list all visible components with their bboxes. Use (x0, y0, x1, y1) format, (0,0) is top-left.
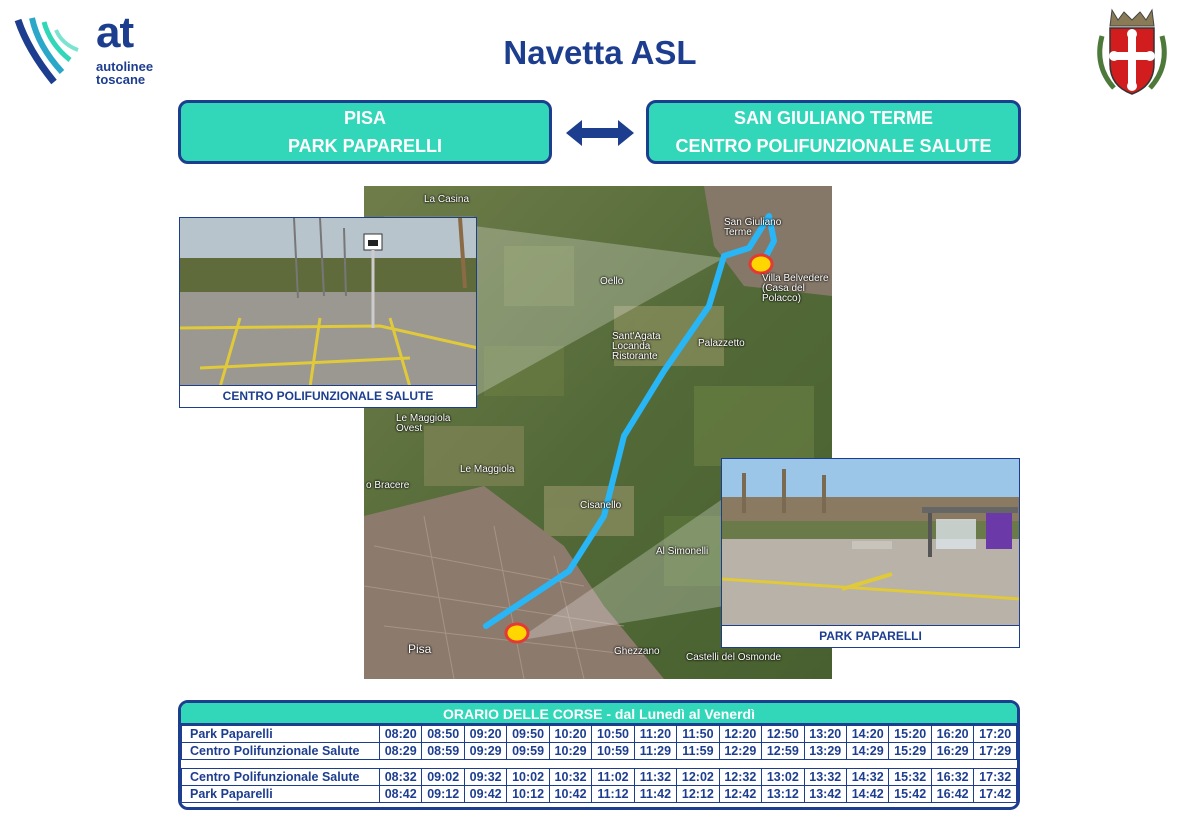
table-separator (182, 760, 1017, 769)
page-title: Navetta ASL (503, 34, 697, 71)
departure-time: 11:20 (634, 726, 676, 743)
departure-time: 11:32 (634, 769, 676, 786)
departure-time: 12:12 (677, 786, 719, 803)
double-arrow-icon (566, 118, 634, 148)
map-label: Cisanello (580, 500, 622, 511)
departure-time: 09:12 (422, 786, 464, 803)
origin-stop: PARK PAPARELLI (287, 136, 442, 156)
departure-time: 10:02 (507, 769, 549, 786)
departure-time: 11:59 (677, 743, 719, 760)
departure-time: 08:20 (380, 726, 422, 743)
departure-time: 10:29 (549, 743, 591, 760)
table-row (182, 786, 1017, 803)
departure-time: 17:42 (974, 786, 1017, 803)
map-label: Ghezzano (614, 646, 660, 657)
photo-caption-centro: CENTRO POLIFUNZIONALE SALUTE (180, 385, 476, 407)
stop-name: Centro Polifunzionale Salute (182, 769, 380, 786)
departure-time: 08:29 (380, 743, 422, 760)
timetable (178, 700, 1020, 810)
departure-time: 08:50 (422, 726, 464, 743)
departure-time: 14:29 (846, 743, 888, 760)
departure-time: 15:20 (889, 726, 931, 743)
departure-time: 17:32 (974, 769, 1017, 786)
destination-box (646, 100, 1021, 164)
stop-name: Park Paparelli (182, 726, 380, 743)
departure-time: 10:59 (592, 743, 634, 760)
map-label: Le Maggiola Ovest (396, 413, 451, 434)
bus-stop-photo-icon (722, 459, 1020, 627)
departure-time: 13:32 (804, 769, 846, 786)
destination-stop: CENTRO POLIFUNZIONALE SALUTE (675, 136, 992, 156)
departure-time: 11:29 (634, 743, 676, 760)
departure-time: 12:59 (762, 743, 804, 760)
map-label: Oello (600, 276, 624, 287)
brand-line2: toscane (96, 72, 146, 87)
departure-time: 09:42 (464, 786, 506, 803)
departure-time: 11:50 (677, 726, 719, 743)
departure-time: 11:12 (592, 786, 634, 803)
photo-caption-paparelli: PARK PAPARELLI (722, 625, 1019, 647)
departure-time: 08:32 (380, 769, 422, 786)
departure-time: 09:32 (464, 769, 506, 786)
brand-line1: autolinee (96, 59, 154, 74)
departure-time: 10:42 (549, 786, 591, 803)
departure-time: 10:32 (549, 769, 591, 786)
departure-time: 15:42 (889, 786, 931, 803)
departure-time: 12:02 (677, 769, 719, 786)
departure-time: 17:29 (974, 743, 1017, 760)
table-row (182, 743, 1017, 760)
departure-time: 10:50 (592, 726, 634, 743)
departure-time: 09:50 (507, 726, 549, 743)
map-label: La Casina (424, 194, 470, 205)
departure-time: 08:42 (380, 786, 422, 803)
photo-park-paparelli (721, 458, 1020, 648)
departure-time: 12:20 (719, 726, 761, 743)
table-row (182, 769, 1017, 786)
departure-time: 10:12 (507, 786, 549, 803)
stop-marker-south (506, 624, 528, 642)
departure-time: 16:29 (931, 743, 973, 760)
photo-centro-polifunzionale (179, 217, 477, 408)
departure-time: 16:32 (931, 769, 973, 786)
map-label: Sant'Agata Locanda Ristorante (612, 331, 661, 362)
departure-time: 14:32 (846, 769, 888, 786)
departure-time: 12:29 (719, 743, 761, 760)
departure-time: 09:29 (464, 743, 506, 760)
timetable-heading: ORARIO DELLE CORSE - dal Lunedì al Venerdì (181, 703, 1017, 725)
departure-time: 11:42 (634, 786, 676, 803)
map-label: Al Simonelli (656, 546, 709, 557)
map-label: Pisa (408, 642, 432, 656)
stop-marker-north (750, 255, 772, 273)
departure-time: 15:32 (889, 769, 931, 786)
departure-time: 12:50 (762, 726, 804, 743)
departure-time: 12:32 (719, 769, 761, 786)
departure-time: 13:29 (804, 743, 846, 760)
origin-city: PISA (343, 108, 386, 128)
map-label: o Bracere (366, 480, 410, 491)
departure-time: 13:20 (804, 726, 846, 743)
destination-city: SAN GIULIANO TERME (733, 108, 933, 128)
map-label: Palazzetto (698, 338, 745, 349)
departure-time: 16:42 (931, 786, 973, 803)
stop-name: Park Paparelli (182, 786, 380, 803)
brand-name: at (96, 8, 134, 57)
departure-time: 16:20 (931, 726, 973, 743)
map-label: San Giuliano Terme (724, 217, 782, 238)
map-label: Villa Belvedere (Casa del Polacco) (762, 273, 829, 304)
timetable-grid (181, 725, 1017, 803)
parking-lot-photo-icon (180, 218, 477, 387)
departure-time: 13:02 (762, 769, 804, 786)
departure-time: 10:20 (549, 726, 591, 743)
departure-time: 11:02 (592, 769, 634, 786)
map-label: Castelli del Osmonde (686, 652, 782, 663)
departure-time: 09:02 (422, 769, 464, 786)
stop-name: Centro Polifunzionale Salute (182, 743, 380, 760)
departure-time: 14:20 (846, 726, 888, 743)
departure-time: 13:42 (804, 786, 846, 803)
departure-time: 17:20 (974, 726, 1017, 743)
table-row (182, 726, 1017, 743)
departure-time: 08:59 (422, 743, 464, 760)
departure-time: 12:42 (719, 786, 761, 803)
origin-box (178, 100, 552, 164)
departure-time: 13:12 (762, 786, 804, 803)
departure-time: 14:42 (846, 786, 888, 803)
map-label: Le Maggiola (460, 464, 515, 475)
departure-time: 15:29 (889, 743, 931, 760)
departure-time: 09:20 (464, 726, 506, 743)
departure-time: 09:59 (507, 743, 549, 760)
